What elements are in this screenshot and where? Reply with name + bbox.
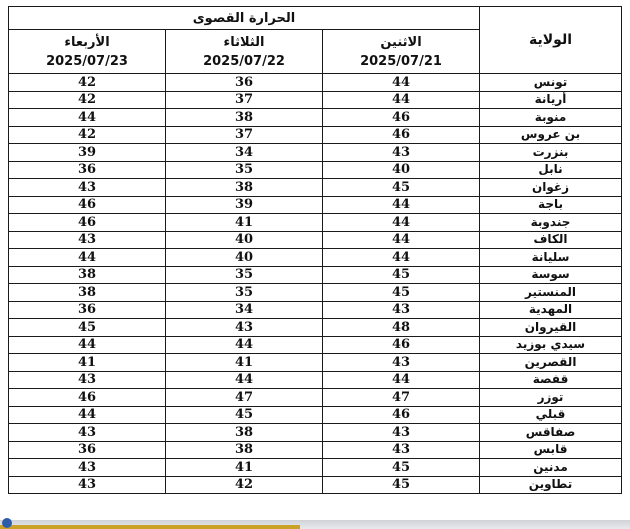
temperature-cell: 46 [323,109,480,127]
table-row [9,249,622,267]
bottom-accent-line [0,525,300,529]
day-name: الأربعاء [64,34,110,50]
temperature-cell: 35 [166,266,323,284]
temperature-cell: 40 [323,161,480,179]
governorate-cell: منوبة [480,109,622,127]
table-row [9,109,622,127]
temperature-cell: 43 [9,424,166,442]
temperature-cell: 35 [166,161,323,179]
temperature-cell: 44 [323,249,480,267]
temperature-cell: 45 [323,459,480,477]
temperature-cell: 42 [166,476,323,494]
governorate-cell: المهدية [480,301,622,319]
governorate-cell: سليانة [480,249,622,267]
governorate-cell: القصرين [480,354,622,372]
table-row [9,144,622,162]
table-row [9,126,622,144]
temperature-cell: 35 [166,284,323,302]
temperature-cell: 42 [9,91,166,109]
governorate-cell: سيدي بوزيد [480,336,622,354]
temperature-cell: 38 [166,424,323,442]
temperature-cell: 44 [323,91,480,109]
temperature-cell: 41 [166,354,323,372]
governorate-cell: باجة [480,196,622,214]
table-row [9,354,622,372]
temperature-cell: 43 [9,476,166,494]
temperature-cell: 39 [166,196,323,214]
temperature-cell: 43 [9,459,166,477]
temperature-cell: 43 [9,179,166,197]
temperature-cell: 42 [9,126,166,144]
temperature-cell: 42 [9,74,166,92]
temperature-cell: 34 [166,144,323,162]
temperature-cell: 38 [166,179,323,197]
temperature-cell: 40 [166,249,323,267]
temperature-cell: 44 [9,336,166,354]
table-row [9,441,622,459]
temperature-cell: 46 [323,126,480,144]
temperature-cell: 45 [323,284,480,302]
temperature-cell: 45 [323,179,480,197]
day-header-monday [323,30,480,74]
temperature-cell: 44 [323,231,480,249]
table-row [9,459,622,477]
governorate-cell: بن عروس [480,126,622,144]
governorate-cell: تطاوين [480,476,622,494]
governorate-cell: المنستير [480,284,622,302]
max-temperature-group-header: الحرارة القصوى [9,7,480,30]
governorate-cell: القيروان [480,319,622,337]
governorate-cell: قبلي [480,406,622,424]
temperature-cell: 44 [9,406,166,424]
day-name: الاثنين [380,34,422,50]
table-row [9,74,622,92]
governorate-cell: قفصة [480,371,622,389]
temperature-cell: 46 [323,336,480,354]
temperature-cell: 43 [9,231,166,249]
governorate-cell: نابل [480,161,622,179]
temperature-cell: 39 [9,144,166,162]
temperature-cell: 37 [166,91,323,109]
table-row [9,91,622,109]
day-name: الثلاثاء [223,34,265,50]
temperature-cell: 38 [166,109,323,127]
temperature-cell: 46 [9,389,166,407]
governorate-cell: مدنين [480,459,622,477]
governorate-cell: توزر [480,389,622,407]
temperature-cell: 41 [166,459,323,477]
temperature-cell: 41 [166,214,323,232]
temperature-cell: 46 [9,214,166,232]
temperature-cell: 44 [323,196,480,214]
table-row [9,196,622,214]
temperature-cell: 36 [9,301,166,319]
day-header-tuesday [166,30,323,74]
governorate-cell: الكاف [480,231,622,249]
temperature-cell: 47 [166,389,323,407]
governorate-cell: زغوان [480,179,622,197]
temperature-cell: 44 [323,214,480,232]
table-row [9,161,622,179]
table-row [9,231,622,249]
temperature-cell: 47 [323,389,480,407]
table-row [9,319,622,337]
table-row [9,284,622,302]
temperature-cell: 44 [166,336,323,354]
temperature-cell: 38 [166,441,323,459]
temperature-cell: 40 [166,231,323,249]
temperature-cell: 44 [323,371,480,389]
temperature-cell: 46 [9,196,166,214]
temperature-cell: 43 [323,301,480,319]
temperature-cell: 48 [323,319,480,337]
header-row-top [9,7,622,30]
temperature-cell: 43 [166,319,323,337]
temperature-cell: 45 [323,266,480,284]
governorate-cell: صفاقس [480,424,622,442]
temperature-cell: 44 [9,109,166,127]
governorate-cell: قابس [480,441,622,459]
temperature-cell: 46 [323,406,480,424]
temperature-cell: 43 [323,144,480,162]
governorate-cell: جندوبة [480,214,622,232]
day-header-wednesday [9,30,166,74]
temperature-cell: 36 [166,74,323,92]
governorate-column-header: الولاية [480,7,622,74]
day-date: 2025/07/22 [203,53,285,69]
table-row [9,424,622,442]
table-body [9,74,622,494]
temperature-cell: 38 [9,284,166,302]
temperature-cell: 44 [323,74,480,92]
table-row [9,406,622,424]
table-row [9,179,622,197]
governorate-cell: أريانة [480,91,622,109]
day-date: 2025/07/23 [46,53,128,69]
temperature-cell: 41 [9,354,166,372]
corner-dot-icon [2,518,12,528]
table-row [9,266,622,284]
temperature-cell: 38 [9,266,166,284]
temperature-cell: 45 [323,476,480,494]
table-row [9,476,622,494]
temperature-cell: 43 [323,441,480,459]
temperature-cell: 43 [323,354,480,372]
governorate-cell: بنزرت [480,144,622,162]
governorate-cell: سوسة [480,266,622,284]
temperature-cell: 44 [9,249,166,267]
table-row [9,301,622,319]
table-row [9,371,622,389]
temperature-cell: 43 [9,371,166,389]
temperature-cell: 44 [166,371,323,389]
max-temperature-table [8,6,622,494]
temperature-cell: 45 [166,406,323,424]
governorate-cell: تونس [480,74,622,92]
day-date: 2025/07/21 [360,53,442,69]
table-row [9,336,622,354]
temperature-cell: 45 [9,319,166,337]
temperature-cell: 36 [9,441,166,459]
table-row [9,389,622,407]
temperature-cell: 36 [9,161,166,179]
temperature-cell: 43 [323,424,480,442]
temperature-cell: 37 [166,126,323,144]
table-row [9,214,622,232]
temperature-cell: 34 [166,301,323,319]
